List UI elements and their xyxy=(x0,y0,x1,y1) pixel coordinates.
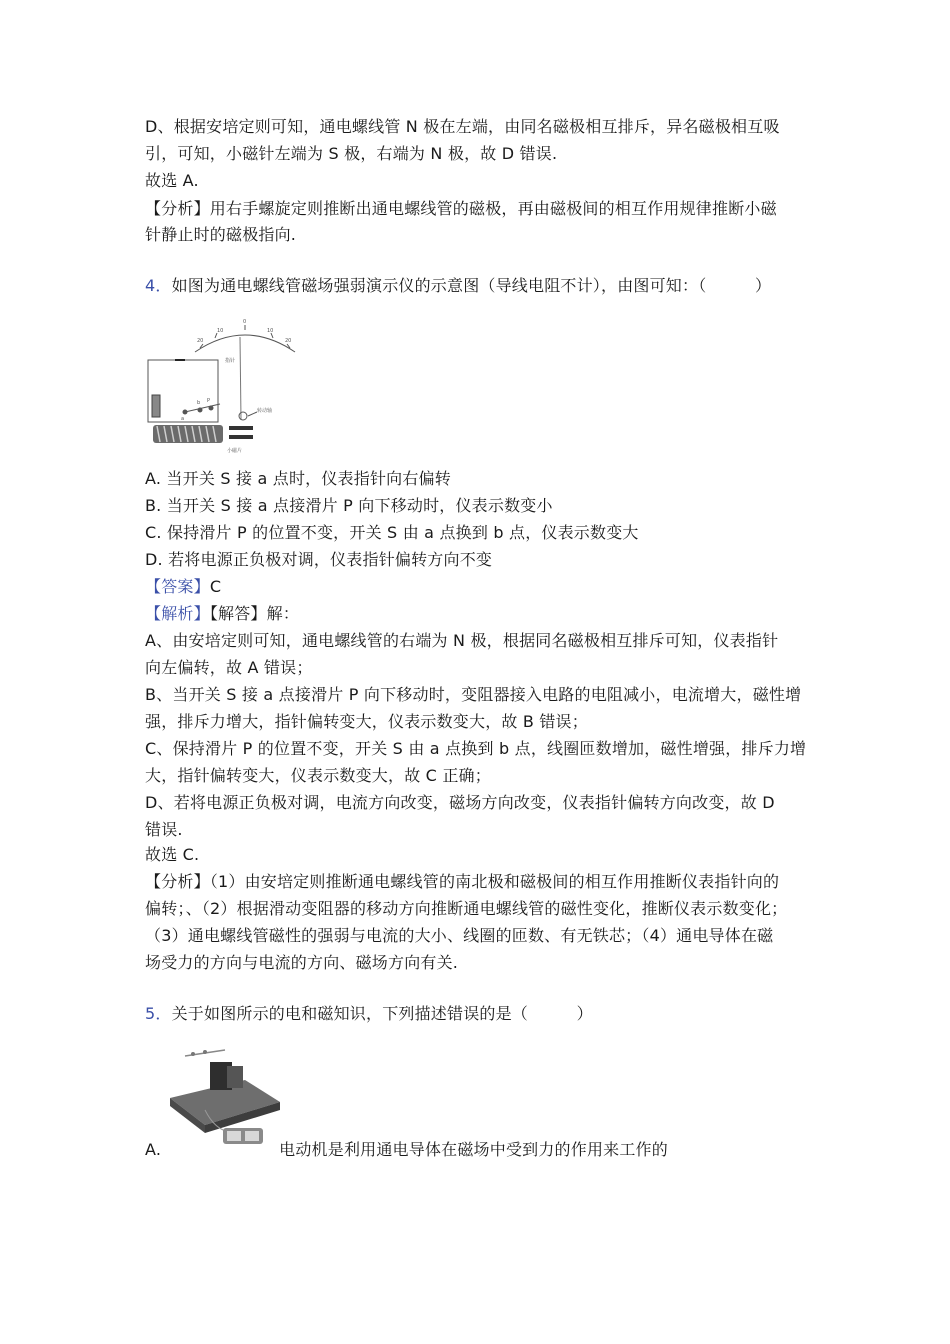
q4-answer-value: C xyxy=(209,577,222,596)
q4-solution-line: A、由安培定则可知，通电螺线管的右端为 N 极，根据同名磁极相互排斥可知，仪表指针 xyxy=(145,631,779,650)
q5-stem-line xyxy=(145,1001,593,1027)
q4-fig-scale-far-left: 20 xyxy=(197,338,204,344)
q4-solution-line: 大，指针偏转变大，仪表示数变大，故 C 正确； xyxy=(145,766,491,785)
q4-option-a: A. 当开关 S 接 a 点时，仪表指针向右偏转 xyxy=(145,469,451,488)
q5-number: 5． xyxy=(145,1004,172,1023)
q4-solution-line: C、保持滑片 P 的位置不变，开关 S 由 a 点换到 b 点，线圈匝数增加，磁性增强，排斥力增 xyxy=(145,739,807,758)
q4-solution-rest: 【解答】解： xyxy=(209,604,300,623)
q4-solution-line: 错误. xyxy=(145,820,183,839)
prev-analysis-line2: 针静止时的磁极指向. xyxy=(145,225,297,244)
q5-figure-motor-photo xyxy=(165,1040,285,1150)
q4-stem-line xyxy=(145,273,771,299)
q4-analysis-line: 偏转；、（2）根据滑动变阻器的移动方向推断通电螺线管的磁性变化，推断仪表示数变化； xyxy=(145,899,788,918)
q4-fig-label-b: b xyxy=(197,400,201,406)
q4-solution-line: D、若将电源正负极对调，电流方向改变，磁场方向改变，仪表指针偏转方向改变，故 D xyxy=(145,793,775,812)
q4-analysis-line: 场受力的方向与电流的方向、磁场方向有关. xyxy=(145,953,459,972)
q4-solution-line: B、当开关 S 接 a 点接滑片 P 向下移动时，变阻器接入电路的电阻减小，电流增大，磁性增 xyxy=(145,685,802,704)
prev-analysis-line1: 【分析】用右手螺旋定则推断出通电螺线管的磁极，再由磁极间的相互作用规律推断小磁 xyxy=(145,199,777,218)
q4-solution-line: 强，排斥力增大，指针偏转变大，仪表示数变大，故 B 错误； xyxy=(145,712,588,731)
q5-option-a-text: 电动机是利用通电导体在磁场中受到力的作用来工作的 xyxy=(279,1140,668,1159)
q4-solution-line: 向左偏转，故 A 错误； xyxy=(145,658,313,677)
prev-choice: 故选 A. xyxy=(145,171,199,190)
q4-fig-scale-left: 10 xyxy=(217,328,224,334)
q5-option-a-letter: A. xyxy=(145,1140,162,1159)
q4-fig-label-a: a xyxy=(181,416,185,422)
q5-option-a xyxy=(145,1137,668,1163)
q4-fig-magnet-label: 小磁片 xyxy=(227,448,243,454)
q4-answer xyxy=(145,574,221,600)
q4-fig-scale-right: 10 xyxy=(267,328,274,334)
q4-solution-line: 故选 C. xyxy=(145,845,200,864)
q4-stem: 如图为通电螺线管磁场强弱演示仪的示意图（导线电阻不计），由图可知：（ ） xyxy=(171,276,772,295)
q4-option-b: B. 当开关 S 接 a 点接滑片 P 向下移动时，仪表示数变小 xyxy=(145,496,553,515)
q4-fig-pivot-label: 转动轴 xyxy=(257,408,273,414)
q4-solution-tag: 【解析】 xyxy=(145,604,210,623)
q4-analysis-line: （3）通电螺线管磁性的强弱与电流的大小、线圈的匝数、有无铁芯；（4）通电导体在磁 xyxy=(145,926,774,945)
q4-option-c: C. 保持滑片 P 的位置不变，开关 S 由 a 点换到 b 点，仪表示数变大 xyxy=(145,523,639,542)
q4-option-d: D. 若将电源正负极对调，仪表指针偏转方向不变 xyxy=(145,550,493,569)
prev-d-line2: 引，可知，小磁针左端为 S 极，右端为 N 极，故 D 错误. xyxy=(145,144,558,163)
q4-figure-solenoid-demo xyxy=(145,300,300,460)
q4-fig-label-p: P xyxy=(207,398,211,404)
q4-answer-tag: 【答案】 xyxy=(145,577,210,596)
q4-analysis-line: 【分析】（1）由安培定则推断通电螺线管的南北极和磁极间的相互作用推断仪表指针向的 xyxy=(145,872,780,891)
q5-stem: 关于如图所示的电和磁知识，下列描述错误的是（ ） xyxy=(171,1004,593,1023)
q4-solution-header xyxy=(145,601,299,627)
q4-number: 4． xyxy=(145,276,172,295)
prev-d-line1: D、根据安培定则可知，通电螺线管 N 极在左端，由同名磁极相互排斥，异名磁极相互吸 xyxy=(145,117,780,136)
q4-fig-pointer-label: 指针 xyxy=(225,358,236,364)
q4-fig-scale-mid: 0 xyxy=(243,319,247,325)
q4-fig-scale-far-right: 20 xyxy=(285,338,292,344)
